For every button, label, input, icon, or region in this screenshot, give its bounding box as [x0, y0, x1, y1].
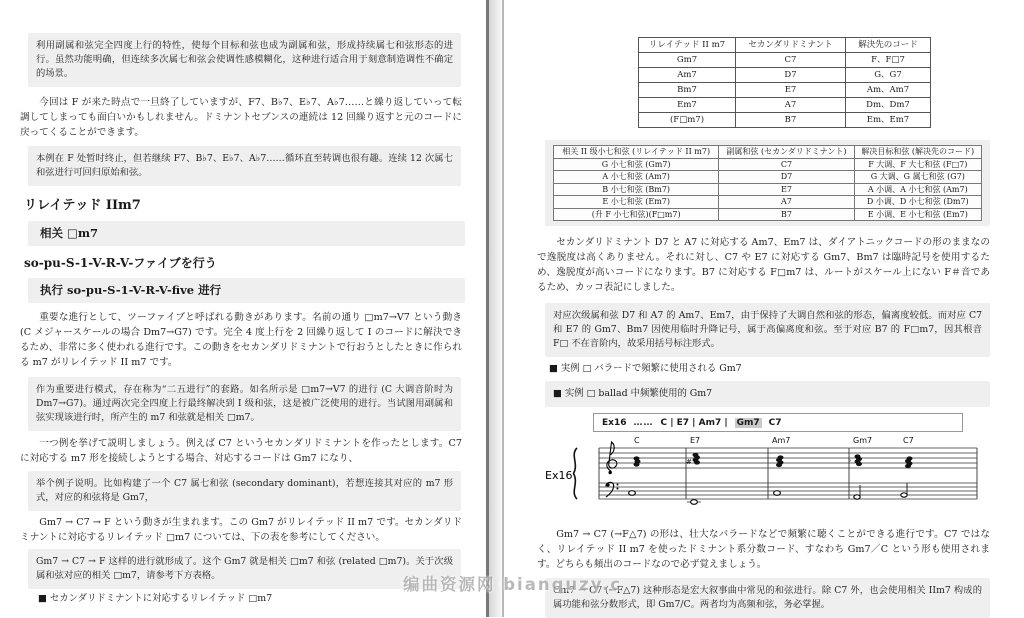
table-cell: A7 [719, 196, 854, 209]
table-cell: G、G7 [846, 68, 931, 83]
table-cell: Am、Am7 [846, 83, 931, 98]
table-cell: E7 [736, 83, 846, 98]
table-cell: E7 [719, 183, 854, 196]
related-IIm7-table-cn [553, 145, 982, 221]
table-row [554, 196, 982, 209]
table-cell: B7 [719, 208, 854, 221]
chord-sequence: C | E7 | Am7 | [660, 417, 728, 428]
table-cell: F、F□7 [846, 53, 931, 68]
table-cell: A 小七和弦 (Am7) [554, 171, 719, 184]
page-right [504, 0, 1024, 617]
example-caption-jp: ■ 実例 □ バラードで頻繁に使用される Gm7 [549, 363, 742, 374]
table-cell: F 大调、F 大七和弦 (F□7) [854, 158, 981, 171]
table-cell: Em、Em7 [846, 113, 931, 128]
section-heading-jp: リレイテッド IIm7 [24, 198, 141, 213]
chord-highlighted: Gm7 [736, 417, 760, 428]
table-header-cell: セカンダリドミナント [736, 38, 846, 53]
table-row [554, 208, 982, 221]
table-caption-jp: ■ セカンダリドミナントに対応するリレイテッド □m7 [38, 593, 273, 604]
ex16-chord-strip [593, 413, 963, 432]
table-cell: Dm、Dm7 [846, 98, 931, 113]
jp-paragraph: 今回は F が来た時点で一旦終了していますが、F7、B♭7、E♭7、A♭7……と繰り返していって転調してしまっても面白いかもしれません。ドミナントセブンスの連続は 12 回繰り返すと元のコードに戻ってくることができます。 [20, 97, 462, 138]
page-spine-gradient [489, 0, 502, 617]
table-row [639, 83, 931, 98]
table-header-cell: 相关 II 级小七和弦 (リレイテッド II m7) [554, 146, 719, 159]
table-header-cell: リレイテッド II m7 [639, 38, 736, 53]
table-cell: D7 [719, 171, 854, 184]
ex16-grand-staff [537, 435, 992, 517]
table-cell: B7 [736, 113, 846, 128]
table-cell: Am7 [639, 68, 736, 83]
watermark: 编曲资源网 bianquzy.c [403, 575, 623, 594]
jp-paragraph: 重要な進行として、ツーファイブと呼ばれる動きがあります。名前の通り □m7→V7 という動き (C メジャースケールの場合 Dm7→G7) です。完全 4 度上行を 2 回繰り返して I のコードに解決できるため、非常に多く使われる進行です。この動きをセカンダリドミナントで行おうとしたときに作られる m7 がリレイテッド II m7 です。 [20, 312, 462, 368]
example-caption-cn: ■ 实例 □ ballad 中频繁使用的 Gm7 [545, 381, 990, 407]
barlines [599, 448, 977, 499]
table-cell: D7 [736, 68, 846, 83]
chord-symbol: C7 [903, 436, 914, 445]
table-row [639, 98, 931, 113]
brace-icon [574, 448, 578, 499]
cn-note-box: 举个例子说明。比如构建了一个 C7 属七和弦 (secondary dominant)，若想连接其对应的 m7 形式，对应的和弦将是 Gm7， [28, 471, 461, 511]
left-column [20, 33, 462, 606]
jp-paragraph: Gm7 → C7 (→F△7) の形は、壮大なバラードなどで頻繁に聴くことができる進行です。C7 ではなく、リレイテッド II m7 を使ったドミナント系分数コード、すなわち Gm7／C という形も使用されます。どちらも頻出のコードなので必ず覚えましょう。 [537, 529, 990, 570]
chord-symbols [634, 436, 914, 445]
table-row [554, 171, 982, 184]
section-heading-cn: 相关 □m7 [28, 221, 465, 246]
subsection-heading-jp: so-pu-S-1-V-R-V-ファイブを行う [24, 256, 217, 270]
table-row [554, 183, 982, 196]
table-header-cell: 解決先のコード [846, 38, 931, 53]
chord-symbol: C [634, 436, 640, 445]
table-cell: Gm7 [639, 53, 736, 68]
table-cell: B 小七和弦 (Bm7) [554, 183, 719, 196]
jp-paragraph: Gm7 → C7 → F という動きが生まれます。この Gm7 がリレイテッド II m7 です。セカンダリドミナントに対応するリレイテッド □m7 については、下の表を参考にしてください。 [20, 517, 462, 543]
table-cell: A7 [736, 98, 846, 113]
table-cell: E 小调、E 小七和弦 (Em7) [854, 208, 981, 221]
svg-text:#: # [686, 458, 692, 466]
table-cell: (升 F 小七和弦)(F□m7) [554, 208, 719, 221]
ex16-strip-label: Ex16 [602, 417, 627, 428]
table-cell: G 大调、G 属七和弦 (G7) [854, 171, 981, 184]
bass-staff-lines [599, 483, 977, 499]
table-header-row [554, 146, 982, 159]
chord-symbol: Am7 [772, 436, 791, 445]
cn-note-box: Gm7 → C7 (→F△7) 这种形态是宏大叙事曲中常见的和弦进行。除 C7 外，也会使用相关 IIm7 构成的属功能和弦分数形式，即 Gm7/C。两者均为高频和弦，务必掌握。 [545, 578, 990, 618]
cn-note-box: 对应次级属和弦 D7 和 A7 的 Am7、Em7，由于保持了大调自然和弦的形态，偏离度较低。而对应 C7 和 E7 的 Gm7、Bm7 因使用临时升降记号，属于高偏离度和弦。至于对应 B7 的 F□m7，因其根音 F□ 不在音阶内，故采用括号标注形式。 [545, 303, 990, 357]
jp-paragraph: 一つ例を挙げて説明しましょう。例えば C7 というセカンダリドミナントを作ったとします。C7 に対応する m7 形を接続しようとする場合、対応するコードは Gm7 になり、 [20, 438, 462, 464]
score-label: Ex16 [545, 469, 573, 482]
table-row [554, 158, 982, 171]
table-header-cell: 解决目标和弦 (解决先のコード) [854, 146, 981, 159]
related-IIm7-table-jp [638, 37, 931, 128]
page-left [0, 0, 486, 617]
table-row [639, 68, 931, 83]
right-column [537, 37, 990, 618]
svg-text:♭: ♭ [848, 456, 852, 464]
table-cell: E 小七和弦 (Em7) [554, 196, 719, 209]
related-IIm7-table-cn-box [545, 140, 990, 226]
table-row [639, 53, 931, 68]
treble-noteheads [634, 453, 913, 468]
table-cell: Em7 [639, 98, 736, 113]
table-row [639, 113, 931, 128]
cn-note-box: 本例在 F 处暂时终止，但若继续 F7、B♭7、E♭7、A♭7……循环直至转调也很有趣。连续 12 次属七和弦进行可回归原始和弦。 [28, 146, 461, 186]
table-cell: C7 [719, 158, 854, 171]
cn-note-box: 作为重要进行模式，存在称为“二五进行”的套路。如名所示是 □m7→V7 的进行 (C 大调音阶时为 Dm7→G7)。通过两次完全四度上行最终解决到 I 级和弦，这是被广泛使用的进行。当试图用副属和弦实现该进行时，所产生的 m7 和弦就是相关 □m7。 [28, 377, 461, 431]
jp-paragraph: セカンダリドミナント D7 と A7 に対応する Am7、Em7 は、ダイアトニックコードの形のままなので逸脱度は高くありません。それに対し、C7 や E7 に対応する Gm7、Bm7 は臨時記号を使用するため、逸脱度が高いコードになります。B7 に対応する F□m7 は、ルートがスケール上にない F＃音であるため、カッコ表記にしました。 [537, 237, 990, 293]
treble-staff-lines [599, 448, 977, 468]
table-cell: G 小七和弦 (Gm7) [554, 158, 719, 171]
table-cell: D 小调、D 小七和弦 (Dm7) [854, 196, 981, 209]
cn-note-box: 利用副属和弦完全四度上行的特性，使每个目标和弦也成为副属和弦，形成持续属七和弦形态的进行。虽然功能明确，但连续多次属七和弦会使调性感模糊化，这种进行适合用于刻意制造调性不确定的场景。 [28, 33, 461, 87]
ellipsis-dots: …… [633, 417, 654, 428]
table-header-cell: 副属和弦 (セカンダリドミナント) [719, 146, 854, 159]
table-header-row [639, 38, 931, 53]
table-cell: (F□m7) [639, 113, 736, 128]
table-cell: Bm7 [639, 83, 736, 98]
table-cell: C7 [736, 53, 846, 68]
table-cell: A 小调、A 小七和弦 (Am7) [854, 183, 981, 196]
chord-symbol: E7 [690, 436, 701, 445]
subsection-heading-cn: 执行 so-pu-S-1-V-R-V-five 进行 [28, 278, 465, 303]
chord-last: C7 [768, 417, 782, 428]
cn-note-box: Gm7 → C7 → F 这样的进行就形成了。这个 Gm7 就是相关 □m7 和弦 (related □m7)。关于次级属和弦对应的相关 □m7，请参考下方表格。 [28, 549, 461, 589]
chord-symbol: Gm7 [853, 436, 873, 445]
